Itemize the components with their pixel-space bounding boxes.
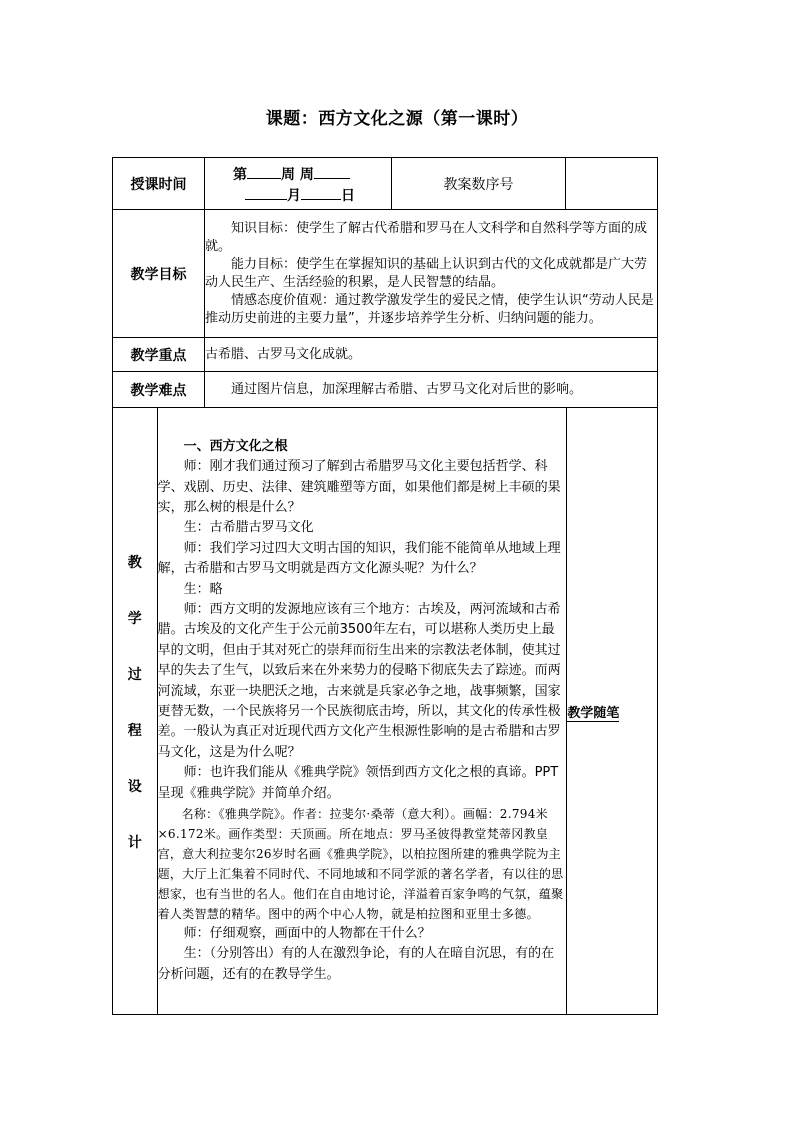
difficulty-text: 通过图片信息，加深理解古希腊、古罗马文化对后世的影响。	[205, 372, 658, 408]
paragraph: 生：略	[183, 581, 223, 597]
header-row	[113, 158, 658, 210]
process-label	[113, 408, 157, 1014]
date-cell	[205, 158, 392, 210]
process-label-char: 学	[127, 611, 142, 627]
process-row	[113, 408, 658, 1015]
painting-description: 名称：《雅典学院》。作者：拉斐尔·桑蒂（意大利）。画幅：2.794米×6.172米。画作类型：天顶画。所在地点：罗马圣彼得教堂梵蒂冈教皇宫，意大利拉斐尔26岁时名画《雅典学院》，以柏拉图所建的雅典学院为主题，大厅上汇集着不同时代、不同地域和不同学派的著名学者，有以往的思想家，也有当世的名人。他们在自由地讨论，洋溢着百家争鸣的气氛，蕴聚着人类智慧的精华。图中的两个中心人物，就是柏拉图和亚里士多德。	[157, 807, 564, 922]
focus-label: 教学重点	[113, 338, 205, 372]
process-label-char: 计	[127, 835, 142, 851]
goal-emotion: 情感态度价值观：通过教学激发学生的爱民之情，使学生认识“劳动人民是推动历史前进的主要力量”，并逐步培养学生分析、归纳问题的能力。	[205, 292, 654, 326]
notes-column	[567, 408, 657, 1014]
paragraph: 生：（分别答出）有的人在激烈争论，有的人在暗自沉思，有的在分析问题，还有的在教导学生。	[157, 946, 555, 982]
notes-label: 教学随笔	[567, 705, 620, 721]
goals-row	[113, 210, 658, 338]
serial-label: 教案数序号	[392, 158, 566, 210]
serial-value	[566, 158, 658, 210]
day-suffix: 日	[341, 188, 355, 204]
paragraph: 师：也许我们能从《雅典学院》领悟到西方文化之根的真谛。PPT呈现《雅典学院》并简单介绍。	[157, 765, 559, 801]
goal-ability: 能力目标：使学生在掌握知识的基础上认识到古代的文化成就都是广大劳动人民生产、生活经验的积累，是人民智慧的结晶。	[205, 256, 648, 290]
paragraph: 师：西方文明的发源地应该有三个地方：古埃及，两河流域和古希腊。古埃及的文化产生于公元前3500年左右，可以堪称人类历史上最早的文明，但由于其对死亡的崇拜而衍生出来的宗教法老体制，使其过早的失去了生气，以致后来在外来势力的侵略下彻底失去了踪迹。而两河流域，东亚一块肥沃之地，古来就是兵家必争之地，战事频繁，国家更替无数，一个民族将另一个民族彻底击垮，所以，其文化的传承性极差。一般认为真正对近现代西方文化产生根源性影响的是古希腊和古罗马文化，这是为什么呢？	[157, 601, 561, 760]
time-label: 授课时间	[113, 158, 205, 210]
paragraph: 师：仔细观察，画面中的人物都在干什么？	[183, 926, 431, 942]
page-title: 课题：西方文化之源（第一课时）	[265, 109, 529, 129]
weekday-blank	[314, 164, 350, 179]
difficulty-label: 教学难点	[113, 372, 205, 408]
month-suffix: 月	[287, 188, 301, 204]
week-prefix: 第	[233, 167, 247, 183]
week-blank	[247, 164, 281, 179]
goals-content	[205, 210, 658, 338]
paragraph: 师：我们学习过四大文明古国的知识，我们能不能简单从地域上理解，古希腊和古罗马文明就是西方文化源头呢？为什么？	[157, 540, 561, 577]
week-mid: 周 周	[281, 167, 314, 183]
focus-row	[113, 338, 658, 372]
month-blank	[245, 185, 287, 200]
goals-label: 教学目标	[113, 210, 205, 338]
process-label-char: 教	[127, 555, 142, 571]
focus-text: 古希腊、古罗马文化成就。	[205, 338, 658, 372]
paragraph: 生：古希腊古罗马文化	[183, 520, 314, 536]
day-blank	[301, 185, 341, 200]
paragraph: 师：刚才我们通过预习了解到古希腊罗马文化主要包括哲学、科学、戏剧、历史、法律、建筑雕塑等方面，如果他们都是树上丰硕的果实，那么树的根是什么？	[157, 459, 561, 515]
process-label-char: 程	[127, 723, 142, 739]
process-label-char: 设	[127, 779, 142, 795]
lesson-plan-table	[112, 157, 658, 1015]
process-label-char: 过	[127, 667, 142, 683]
section-title: 一、西方文化之根	[183, 438, 288, 454]
goal-knowledge: 知识目标：使学生了解古代希腊和罗马在人文科学和自然科学等方面的成就。	[205, 220, 648, 254]
process-content	[157, 408, 567, 1014]
difficulty-row	[113, 372, 658, 408]
